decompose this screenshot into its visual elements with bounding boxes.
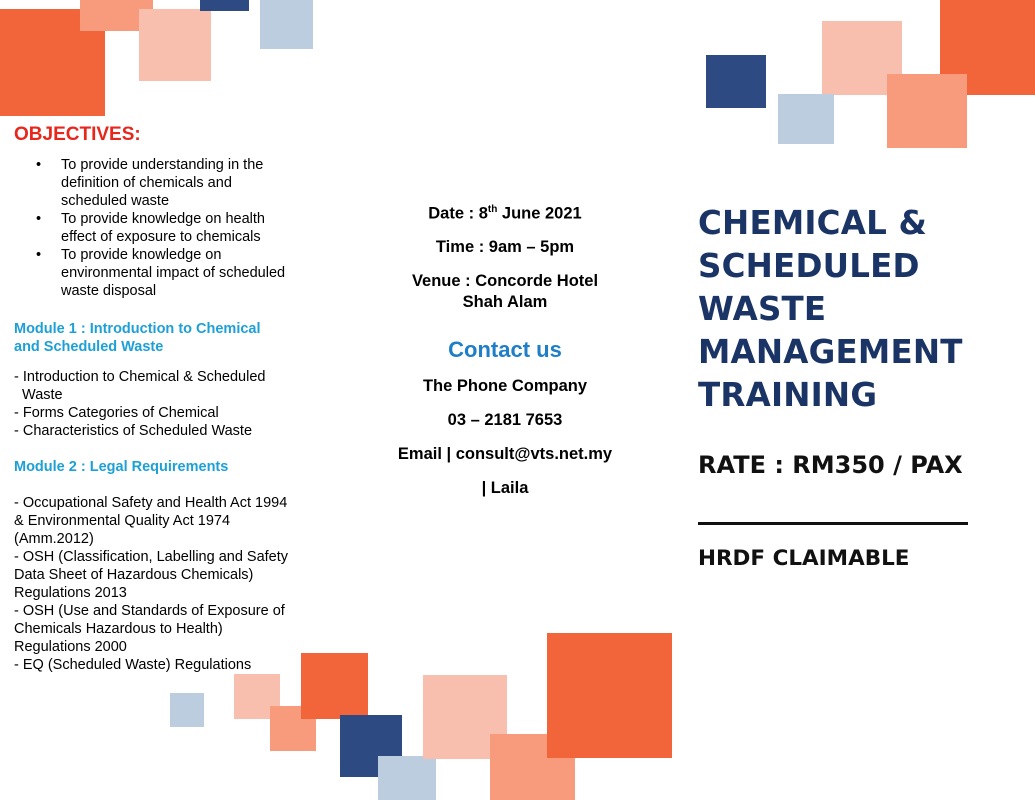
event-venue [370,271,640,313]
venue-line: Venue : Concorde Hotel [411,271,599,290]
module2-title: Module 2 : Legal Requirements [14,459,229,475]
module1-item: - Introduction to Chemical & Scheduled [14,369,266,385]
deco-square [200,0,249,11]
module2-item: - OSH (Use and Standards of Exposure of Chemicals Hazardous to Health) Regulations 2000 [14,603,285,655]
contact-title: Contact us [448,336,562,362]
title-line: SCHEDULED WASTE [698,247,920,328]
module2-item: - Occupational Safety and Health Act 1994 & Environmental Quality Act 1974 (Amm.2012) [14,495,288,547]
deco-square [170,693,204,727]
divider-line [698,522,968,525]
event-date [370,204,640,224]
deco-square [139,9,211,81]
deco-square [547,633,672,758]
objective-item: • To provide knowledge on environmental impact of scheduled waste disposal [14,246,289,300]
module2-item: - EQ (Scheduled Waste) Regulations [14,657,252,673]
title-line: MANAGEMENT [698,333,963,371]
contact-email: Email | consult@vts.net.my [397,444,613,463]
rate-label: RATE : RM350 / PAX [698,451,963,479]
deco-square [706,55,766,108]
contact-company: The Phone Company [422,376,588,395]
venue-line: Shah Alam [462,292,548,311]
date-prefix: Date : 8 [428,204,488,223]
deco-square [301,653,368,719]
objective-item: • To provide understanding in the definition of chemicals and scheduled waste [14,156,289,210]
module1-item: - Characteristics of Scheduled Waste [14,423,253,439]
module2-item: - OSH (Classification, Labelling and Safety Data Sheet of Hazardous Chemicals) Regulations 2013 [14,549,289,601]
middle-panel [370,204,640,513]
module1-item: - Forms Categories of Chemical [14,405,219,421]
module1-title: Module 1 : Introduction to Chemical and Scheduled Waste [14,321,261,355]
contact-phone: 03 – 2181 7653 [447,410,563,429]
title-line: CHEMICAL & [698,204,928,242]
contact-name: | Laila [481,478,529,497]
module2-items [14,494,289,674]
deco-square [378,756,436,800]
training-title [698,202,1033,417]
module1-item: Waste [14,387,63,403]
module1-items [14,368,289,440]
deco-square [778,94,834,144]
date-superscript: th [487,204,498,215]
title-line: TRAINING [698,376,878,414]
hrdf-label: HRDF CLAIMABLE [698,546,910,571]
deco-square [260,0,313,49]
objectives-title: OBJECTIVES: [14,124,141,145]
right-panel [698,202,1033,571]
left-panel [14,124,289,674]
objectives-list [14,156,289,300]
deco-square [887,74,967,148]
event-time: Time : 9am – 5pm [435,237,575,256]
objective-item: • To provide knowledge on health effect of exposure to chemicals [14,210,289,246]
date-suffix: June 2021 [497,204,582,223]
